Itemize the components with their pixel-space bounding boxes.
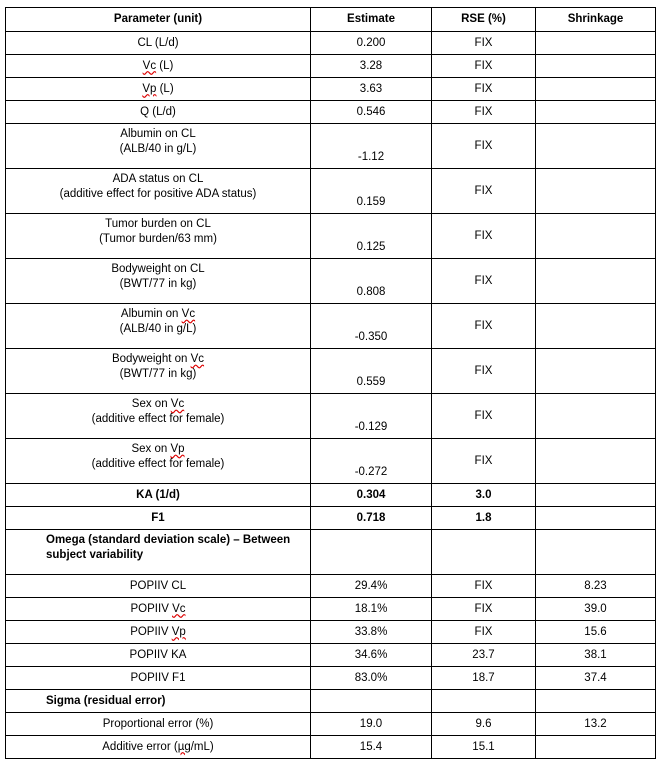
parameter-line-1	[10, 307, 306, 322]
parameter-cell: F1	[6, 507, 311, 530]
table-row	[6, 667, 656, 690]
parameter-line-2: (BWT/77 in kg)	[119, 278, 197, 290]
rse-cell: FIX	[432, 575, 536, 598]
parameter-line-1: Bodyweight on CL	[111, 263, 205, 275]
parameter-text: Sex on	[131, 443, 171, 455]
empty-cell	[432, 530, 536, 575]
empty-cell	[536, 530, 656, 575]
rse-cell: FIX	[432, 394, 536, 439]
section-heading: Omega (standard deviation scale) – Between subject variability	[6, 530, 311, 575]
parameter-line-1: ADA status on CL	[112, 173, 204, 185]
estimate-cell: 33.8%	[311, 621, 432, 644]
rse-cell: FIX	[432, 214, 536, 259]
estimate-cell: 15.4	[311, 736, 432, 759]
parameter-text: POPIIV	[130, 625, 172, 638]
spellcheck-word: Vc	[181, 308, 196, 320]
parameter-text: Additive error (	[102, 740, 178, 753]
table-row	[6, 169, 656, 214]
shrinkage-cell	[536, 736, 656, 759]
estimate-cell: -0.272	[311, 439, 432, 484]
parameter-cell	[6, 575, 311, 598]
parameter-cell	[6, 621, 311, 644]
rse-cell: FIX	[432, 101, 536, 124]
shrinkage-cell	[536, 304, 656, 349]
shrinkage-cell: 15.6	[536, 621, 656, 644]
section-heading: Sigma (residual error)	[6, 690, 311, 713]
spellcheck-word: µg	[177, 740, 191, 753]
shrinkage-cell	[536, 507, 656, 530]
shrinkage-cell	[536, 394, 656, 439]
rse-cell: FIX	[432, 621, 536, 644]
estimate-cell: 83.0%	[311, 667, 432, 690]
parameter-cell	[6, 713, 311, 736]
parameter-text: (L)	[156, 59, 174, 72]
estimate-cell: 18.1%	[311, 598, 432, 621]
estimate-cell: 0.546	[311, 101, 432, 124]
estimate-cell: 3.28	[311, 55, 432, 78]
rse-cell: FIX	[432, 349, 536, 394]
table-row	[6, 507, 656, 530]
table-row	[6, 101, 656, 124]
parameter-cell	[6, 55, 311, 78]
shrinkage-cell	[536, 78, 656, 101]
parameter-text: /mL)	[190, 740, 214, 753]
shrinkage-cell	[536, 55, 656, 78]
table-row	[6, 736, 656, 759]
spellcheck-word: Vc	[172, 602, 186, 615]
shrinkage-cell: 13.2	[536, 713, 656, 736]
table-row	[6, 304, 656, 349]
section-row-sigma	[6, 690, 656, 713]
parameter-line-2: (additive effect for female)	[91, 458, 225, 470]
parameter-text: POPIIV CL	[129, 579, 187, 592]
parameter-cell	[6, 667, 311, 690]
estimate-cell: 34.6%	[311, 644, 432, 667]
parameter-line-2: (additive effect for positive ADA status)	[59, 188, 257, 200]
parameter-text: Bodyweight on	[111, 353, 191, 365]
shrinkage-cell: 37.4	[536, 667, 656, 690]
empty-cell	[536, 690, 656, 713]
header-estimate: Estimate	[311, 8, 432, 32]
table-row	[6, 259, 656, 304]
rse-cell: FIX	[432, 124, 536, 169]
parameter-cell: KA (1/d)	[6, 484, 311, 507]
shrinkage-cell	[536, 259, 656, 304]
table-row	[6, 644, 656, 667]
table-row	[6, 349, 656, 394]
parameter-cell: CL (L/d)	[6, 32, 311, 55]
table-row	[6, 394, 656, 439]
parameter-line-2: (BWT/77 in kg)	[119, 368, 197, 380]
rse-cell: 15.1	[432, 736, 536, 759]
table-row	[6, 484, 656, 507]
parameter-cell	[6, 598, 311, 621]
shrinkage-cell	[536, 32, 656, 55]
parameter-cell	[6, 349, 311, 394]
empty-cell	[311, 690, 432, 713]
estimate-cell: -0.350	[311, 304, 432, 349]
table-row	[6, 621, 656, 644]
shrinkage-cell: 38.1	[536, 644, 656, 667]
table-row	[6, 214, 656, 259]
parameter-line-1	[10, 352, 306, 367]
rse-cell: FIX	[432, 169, 536, 214]
parameter-line-2: (ALB/40 in g/L)	[119, 143, 197, 155]
rse-cell: FIX	[432, 304, 536, 349]
estimate-cell: 0.125	[311, 214, 432, 259]
rse-cell: FIX	[432, 32, 536, 55]
shrinkage-cell	[536, 484, 656, 507]
rse-cell: 18.7	[432, 667, 536, 690]
estimate-cell: 0.159	[311, 169, 432, 214]
estimate-cell: 0.200	[311, 32, 432, 55]
parameter-cell	[6, 259, 311, 304]
parameter-cell	[6, 736, 311, 759]
parameter-line-2: (ALB/40 in g/L)	[119, 323, 197, 335]
table-row	[6, 124, 656, 169]
parameter-text: Sex on	[131, 398, 171, 410]
parameter-line-1: Tumor burden on CL	[105, 218, 211, 230]
rse-cell: FIX	[432, 78, 536, 101]
parameter-cell	[6, 169, 311, 214]
estimate-cell: 0.718	[311, 507, 432, 530]
parameter-line-1	[10, 397, 306, 412]
empty-cell	[311, 530, 432, 575]
parameter-line-1: Albumin on CL	[120, 128, 196, 140]
header-parameter: Parameter (unit)	[6, 8, 311, 32]
spellcheck-word: Vp	[170, 443, 185, 455]
rse-cell: FIX	[432, 439, 536, 484]
estimate-cell: 19.0	[311, 713, 432, 736]
parameter-line-2: (additive effect for female)	[91, 413, 225, 425]
empty-cell	[432, 690, 536, 713]
section-row-omega	[6, 530, 656, 575]
parameter-cell	[6, 124, 311, 169]
rse-cell: FIX	[432, 55, 536, 78]
header-rse: RSE (%)	[432, 8, 536, 32]
table-row	[6, 713, 656, 736]
shrinkage-cell	[536, 124, 656, 169]
spellcheck-word: Vp	[142, 82, 157, 95]
parameter-cell	[6, 304, 311, 349]
header-shrinkage: Shrinkage	[536, 8, 656, 32]
table-row	[6, 55, 656, 78]
parameter-text: POPIIV KA	[129, 648, 187, 661]
parameter-line-1	[10, 442, 306, 457]
estimate-cell: 0.808	[311, 259, 432, 304]
shrinkage-cell	[536, 349, 656, 394]
shrinkage-cell: 8.23	[536, 575, 656, 598]
parameter-line-2: (Tumor burden/63 mm)	[99, 233, 217, 245]
table-row	[6, 575, 656, 598]
header-row	[6, 8, 656, 32]
parameter-text: POPIIV F1	[130, 671, 186, 684]
shrinkage-cell	[536, 101, 656, 124]
parameter-cell	[6, 394, 311, 439]
parameter-cell	[6, 644, 311, 667]
parameter-text: Albumin on	[120, 308, 182, 320]
estimate-cell: 0.304	[311, 484, 432, 507]
rse-cell: 9.6	[432, 713, 536, 736]
table-row	[6, 439, 656, 484]
parameter-text: POPIIV	[130, 602, 173, 615]
rse-cell: 23.7	[432, 644, 536, 667]
shrinkage-cell	[536, 439, 656, 484]
shrinkage-cell: 39.0	[536, 598, 656, 621]
parameter-text: (L)	[156, 82, 174, 95]
parameter-cell	[6, 78, 311, 101]
spellcheck-word: Vc	[142, 59, 157, 72]
parameter-estimates-table	[5, 7, 656, 759]
parameter-text: Proportional error (%)	[102, 717, 214, 730]
estimate-cell: 3.63	[311, 78, 432, 101]
parameter-cell	[6, 214, 311, 259]
shrinkage-cell	[536, 214, 656, 259]
estimate-cell: -0.129	[311, 394, 432, 439]
spellcheck-word: Vc	[170, 398, 185, 410]
parameter-cell	[6, 439, 311, 484]
shrinkage-cell	[536, 169, 656, 214]
rse-cell: 1.8	[432, 507, 536, 530]
rse-cell: FIX	[432, 598, 536, 621]
parameter-cell: Q (L/d)	[6, 101, 311, 124]
table-row	[6, 78, 656, 101]
estimate-cell: 0.559	[311, 349, 432, 394]
estimate-cell: -1.12	[311, 124, 432, 169]
spellcheck-word: Vp	[171, 625, 186, 638]
table-row	[6, 32, 656, 55]
rse-cell: 3.0	[432, 484, 536, 507]
spellcheck-word: Vc	[190, 353, 205, 365]
estimate-cell: 29.4%	[311, 575, 432, 598]
rse-cell: FIX	[432, 259, 536, 304]
table-row	[6, 598, 656, 621]
